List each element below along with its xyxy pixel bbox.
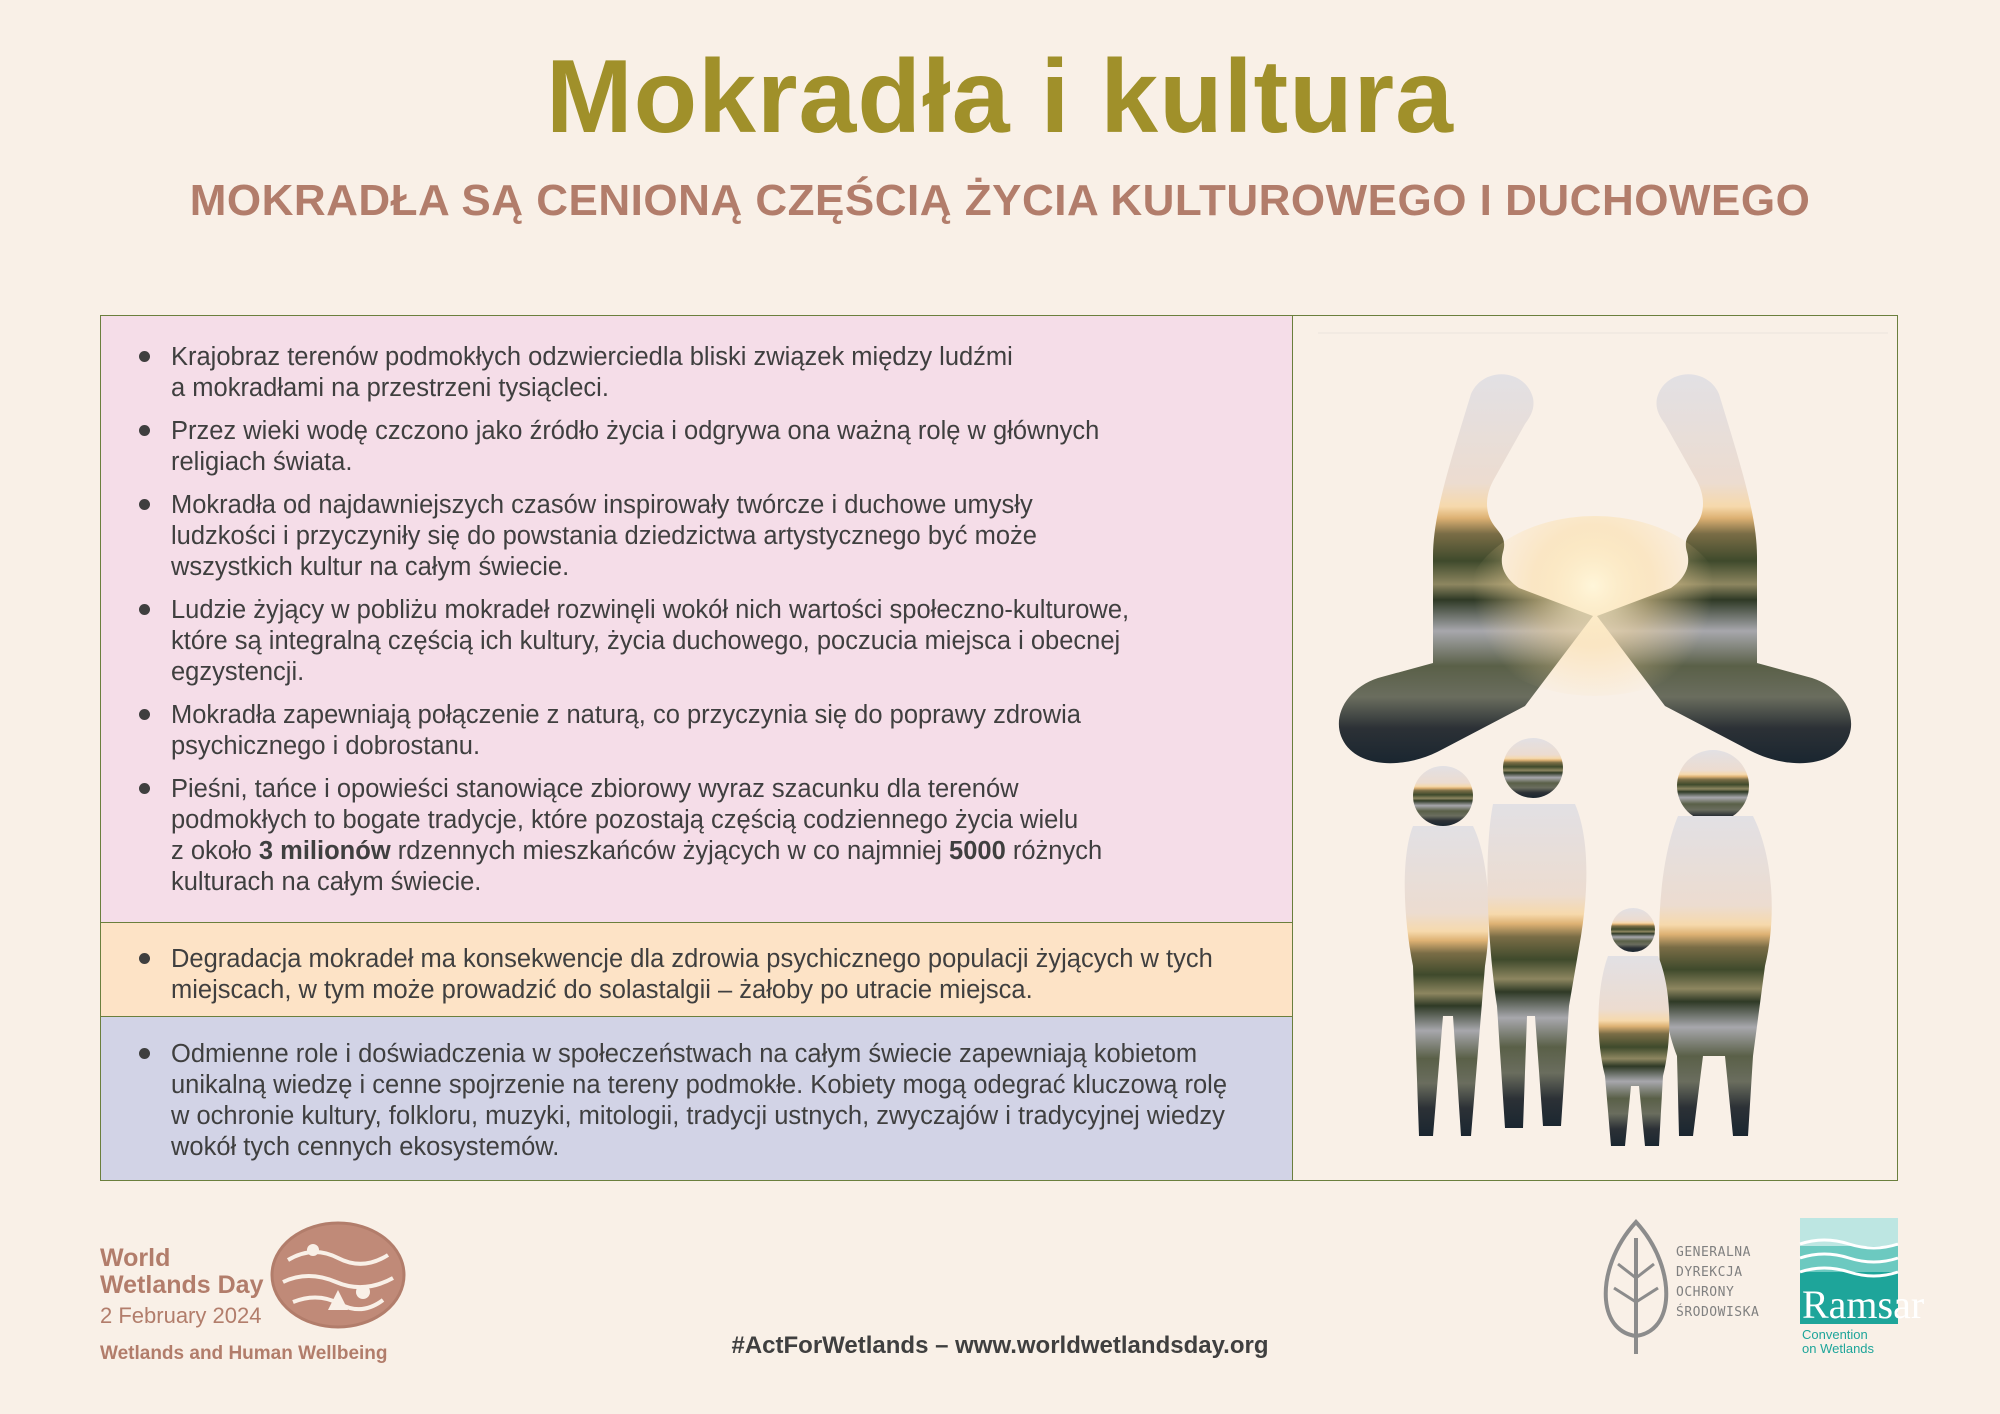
bullet-icon bbox=[139, 499, 150, 510]
ramsar-logo-text: Convention on Wetlands bbox=[1802, 1327, 1875, 1356]
illustration-panel bbox=[1293, 316, 1897, 1180]
list-item: Przez wieki wodę czczono jako źródło życia i odgrywa ona ważną rolę w głównych religiach świata. bbox=[101, 416, 1292, 478]
hashtag-footer: #ActForWetlands – www.worldwetlandsday.org bbox=[731, 1332, 1269, 1359]
list-item: Krajobraz terenów podmokłych odzwierciedla bliski związek między ludźmi a mokradłami na przestrzeni tysiącleci. bbox=[101, 342, 1292, 404]
hands-and-family-silhouette-icon bbox=[1293, 316, 1897, 1179]
bullet-icon bbox=[139, 953, 150, 964]
bullet-icon bbox=[139, 783, 150, 794]
orange-section bbox=[101, 923, 1292, 1017]
ramsar-name: Ramsar bbox=[1802, 1282, 1925, 1327]
text-column bbox=[101, 316, 1293, 1180]
content-box bbox=[100, 315, 1898, 1181]
blue-section bbox=[101, 1017, 1292, 1180]
pink-section bbox=[101, 316, 1292, 923]
page-title: Mokradła i kultura bbox=[546, 39, 1454, 155]
bullet-icon bbox=[139, 1048, 150, 1059]
list-item: Odmienne role i doświadczenia w społeczeństwach na całym świecie zapewniają kobietom unikalną wiedzę i cenne spojrzenie na tereny podmokłe. Kobiety mogą odegrać kluczową rolę w ochronie kultury, folkloru, muzyki, mitologii, tradycji ustnych, zwyczajów i tradycyjnej wiedzy wokół tych cennych ekosystemów. bbox=[101, 1039, 1292, 1163]
world-wetlands-day-globe-icon bbox=[268, 1220, 408, 1330]
gdos-logo-text: GENERALNA DYREKCJA OCHRONY ŚRODOWISKA bbox=[1676, 1245, 1760, 1320]
bullet-icon bbox=[139, 604, 150, 615]
bullet-icon bbox=[139, 709, 150, 720]
wwd-line1: World bbox=[100, 1244, 171, 1272]
list-item: Mokradła zapewniają połączenie z naturą, co przyczynia się do poprawy zdrowia psychicznego i dobrostanu. bbox=[101, 700, 1292, 762]
bullet-icon bbox=[139, 425, 150, 436]
leaf-icon bbox=[1600, 1218, 1672, 1358]
wwd-date: 2 February 2024 bbox=[100, 1303, 262, 1328]
list-item: Ludzie żyjący w pobliżu mokradeł rozwinęli wokół nich wartości społeczno-kulturowe, które są integralną częścią ich kultury, życia duchowego, poczucia miejsca i obecnej egzystencji. bbox=[101, 595, 1292, 688]
wwd-line2: Wetlands Day bbox=[100, 1271, 264, 1299]
ramsar-waves-icon bbox=[1800, 1218, 1925, 1327]
page-subtitle: MOKRADŁA SĄ CENIONĄ CZĘŚCIĄ ŻYCIA KULTUROWEGO I DUCHOWEGO bbox=[189, 176, 1811, 225]
wwd-theme: Wetlands and Human Wellbeing bbox=[100, 1343, 388, 1364]
list-item: Degradacja mokradeł ma konsekwencje dla zdrowia psychicznego populacji żyjących w tych miejscach, w tym może prowadzić do solastalgii – żałoby po utracie miejsca. bbox=[101, 944, 1292, 1006]
bullet-icon bbox=[139, 351, 150, 362]
list-item: Mokradła od najdawniejszych czasów inspirowały twórcze i duchowe umysły ludzkości i przyczyniły się do powstania dziedzictwa artystycznego być może wszystkich kultur na całym świecie. bbox=[101, 490, 1292, 583]
list-item: Pieśni, tańce i opowieści stanowiące zbiorowy wyraz szacunku dla terenów podmokłych to bogate tradycje, które pozostają częścią codziennego życia wielu z około 3 milionów rdzennych mieszkańców żyjących w co najmniej 5000 różnych kulturach na całym świecie. bbox=[101, 774, 1292, 898]
